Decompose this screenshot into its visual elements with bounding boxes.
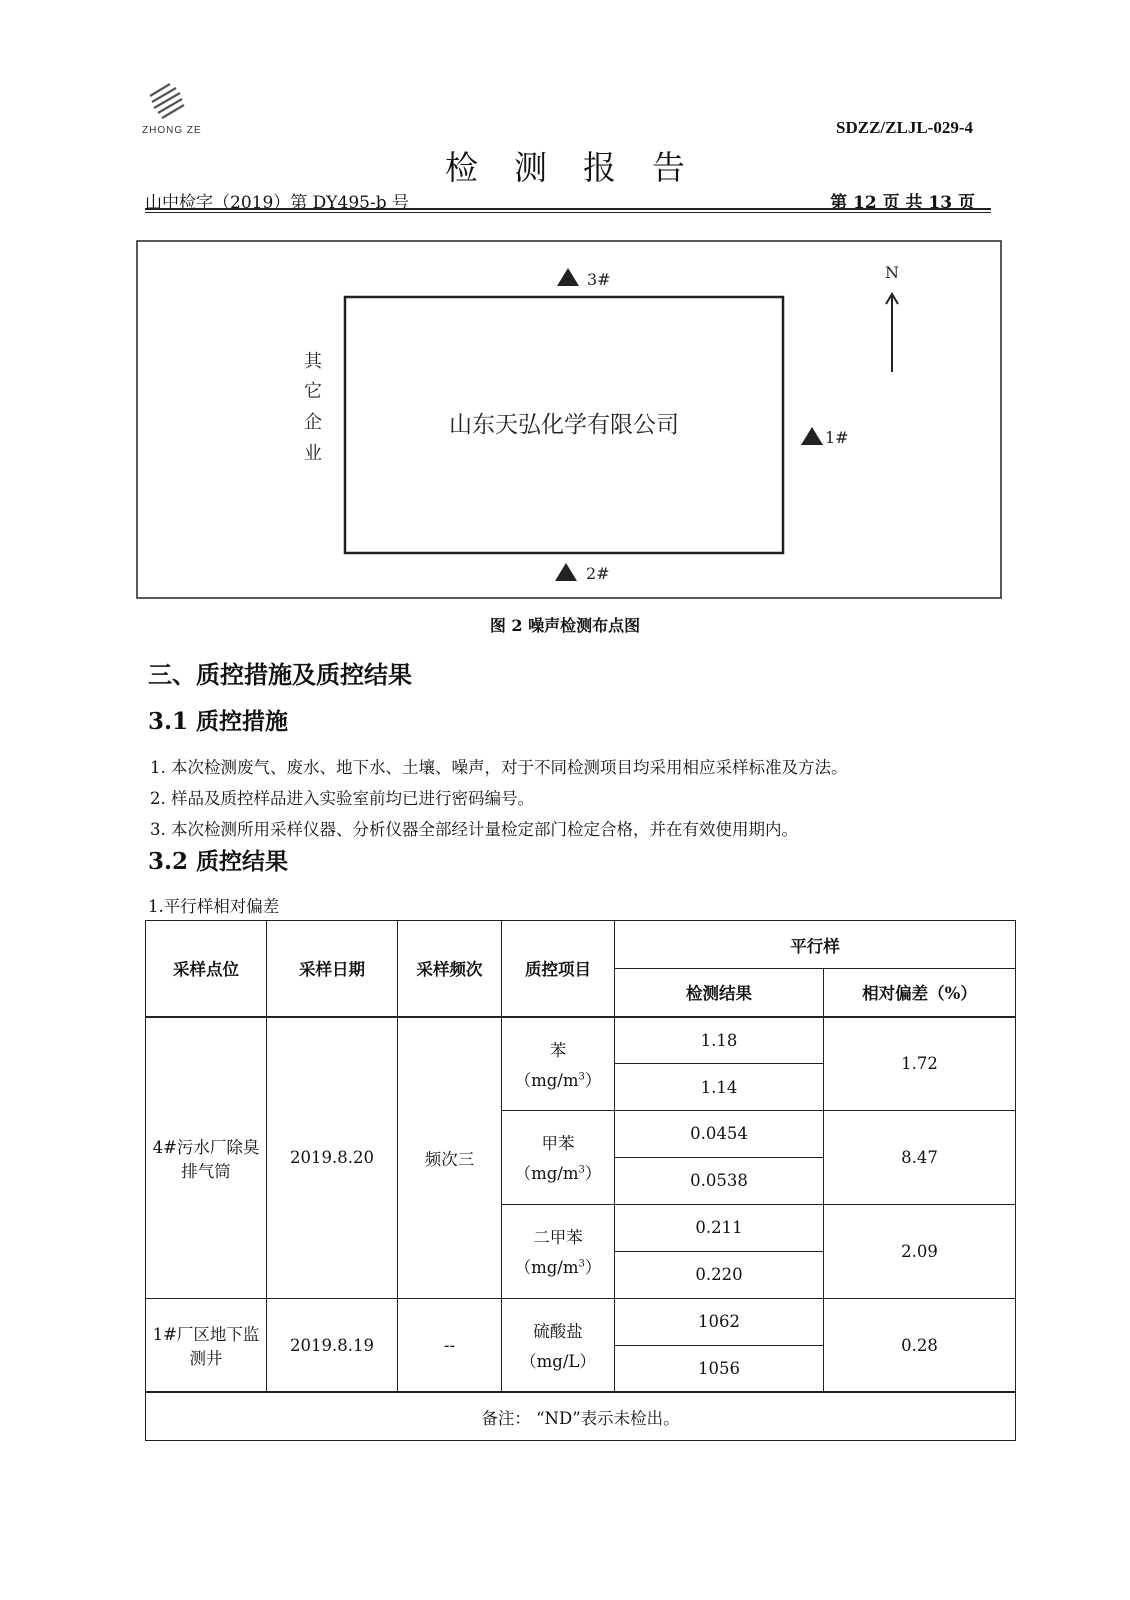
header-date: 采样日期 bbox=[267, 921, 398, 1017]
monitoring-point-2 bbox=[555, 563, 610, 583]
svg-text:其: 其 bbox=[304, 351, 322, 372]
cell-frequency: -- bbox=[398, 1298, 502, 1392]
cell-result: 0.211 bbox=[615, 1204, 824, 1251]
header-rule bbox=[145, 208, 991, 210]
qc-measure-item: 3. 本次检测所用采样仪器、分析仪器全部经计量检定部门检定合格，并在有效使用期内。 bbox=[150, 820, 798, 839]
triangle-marker-icon bbox=[801, 427, 823, 445]
cell-result: 1056 bbox=[615, 1345, 824, 1392]
report-number: 山中检字（2019）第 DY495-b 号 bbox=[145, 193, 409, 213]
cell-result: 0.220 bbox=[615, 1251, 824, 1298]
cell-result: 1.14 bbox=[615, 1064, 824, 1111]
header-result: 检测结果 bbox=[615, 969, 824, 1017]
table-title: 1.平行样相对偏差 bbox=[148, 897, 280, 916]
cell-date: 2019.8.20 bbox=[267, 1017, 398, 1299]
cell-deviation: 8.47 bbox=[824, 1111, 1016, 1205]
north-arrow bbox=[885, 263, 899, 372]
figure-caption: 图 2 噪声检测布点图 bbox=[489, 616, 641, 635]
svg-text:业: 业 bbox=[304, 443, 322, 464]
subsection-heading-qc-results: 3.2 质控结果 bbox=[148, 848, 289, 875]
noise-monitoring-diagram bbox=[136, 240, 1002, 605]
cell-site: 1#厂区地下监测井 bbox=[146, 1298, 267, 1392]
header-deviation: 相对偏差（%） bbox=[824, 969, 1016, 1017]
cell-deviation: 1.72 bbox=[824, 1017, 1016, 1111]
table-note: 备注： “ND”表示未检出。 bbox=[146, 1392, 1016, 1440]
header-rule-thin bbox=[145, 212, 991, 213]
zhongze-logo-icon bbox=[140, 78, 200, 126]
cell-date: 2019.8.19 bbox=[267, 1298, 398, 1392]
logo-text: ZHONG ZE bbox=[142, 125, 202, 136]
cell-qc-item: 硫酸盐 （mg/L） bbox=[502, 1298, 615, 1392]
cell-site: 4#污水厂除臭排气筒 bbox=[146, 1017, 267, 1299]
header-parallel: 平行样 bbox=[615, 921, 1016, 969]
subsection-heading-qc-measures: 3.1 质控措施 bbox=[148, 708, 289, 735]
header-frequency: 采样频次 bbox=[398, 921, 502, 1017]
triangle-marker-icon bbox=[557, 268, 579, 286]
cell-qc-item: 甲苯 $(mg/m^3)$ bbox=[502, 1111, 615, 1205]
cell-result: 0.0454 bbox=[615, 1111, 824, 1158]
table-note-row bbox=[146, 1392, 1016, 1440]
cell-deviation: 2.09 bbox=[824, 1204, 1016, 1298]
svg-text:2#: 2# bbox=[586, 564, 610, 583]
svg-text:3#: 3# bbox=[587, 270, 611, 289]
cell-frequency: 频次三 bbox=[398, 1017, 502, 1299]
monitoring-point-1 bbox=[801, 427, 849, 447]
svg-text:N: N bbox=[885, 263, 899, 282]
company-logo bbox=[140, 78, 210, 140]
qc-measure-item: 2. 样品及质控样品进入实验室前均已进行密码编号。 bbox=[150, 789, 534, 808]
neighbor-label bbox=[304, 351, 323, 464]
parallel-sample-table bbox=[145, 920, 1016, 1441]
cell-result: 1.18 bbox=[615, 1017, 824, 1064]
cell-result: 0.0538 bbox=[615, 1157, 824, 1204]
svg-text:1#: 1# bbox=[825, 428, 849, 447]
qc-measure-item: 1. 本次检测废气、废水、地下水、土壤、噪声，对于不同检测项目均采用相应采样标准及方法。 bbox=[150, 758, 848, 777]
header-qc-item: 质控项目 bbox=[502, 921, 615, 1017]
document-code: SDZZ/ZLJL-029-4 bbox=[836, 118, 973, 137]
cell-result: 1062 bbox=[615, 1298, 824, 1345]
table-row bbox=[146, 1298, 1016, 1345]
monitoring-point-3 bbox=[557, 268, 611, 289]
cell-qc-item: 苯 $(mg/m^3)$ bbox=[502, 1017, 615, 1111]
page-title: 检测报告 bbox=[445, 148, 721, 187]
svg-text:企: 企 bbox=[304, 412, 322, 433]
company-name: 山东天弘化学有限公司 bbox=[449, 412, 679, 438]
header-site: 采样点位 bbox=[146, 921, 267, 1017]
page-number: 第 12 页 共 13 页 bbox=[830, 193, 975, 213]
triangle-marker-icon bbox=[555, 563, 577, 581]
cell-qc-item: 二甲苯 $(mg/m^3)$ bbox=[502, 1204, 615, 1298]
table-row bbox=[146, 1017, 1016, 1064]
svg-text:它: 它 bbox=[304, 381, 322, 402]
section-heading: 三、质控措施及质控结果 bbox=[148, 660, 412, 689]
cell-deviation: 0.28 bbox=[824, 1298, 1016, 1392]
